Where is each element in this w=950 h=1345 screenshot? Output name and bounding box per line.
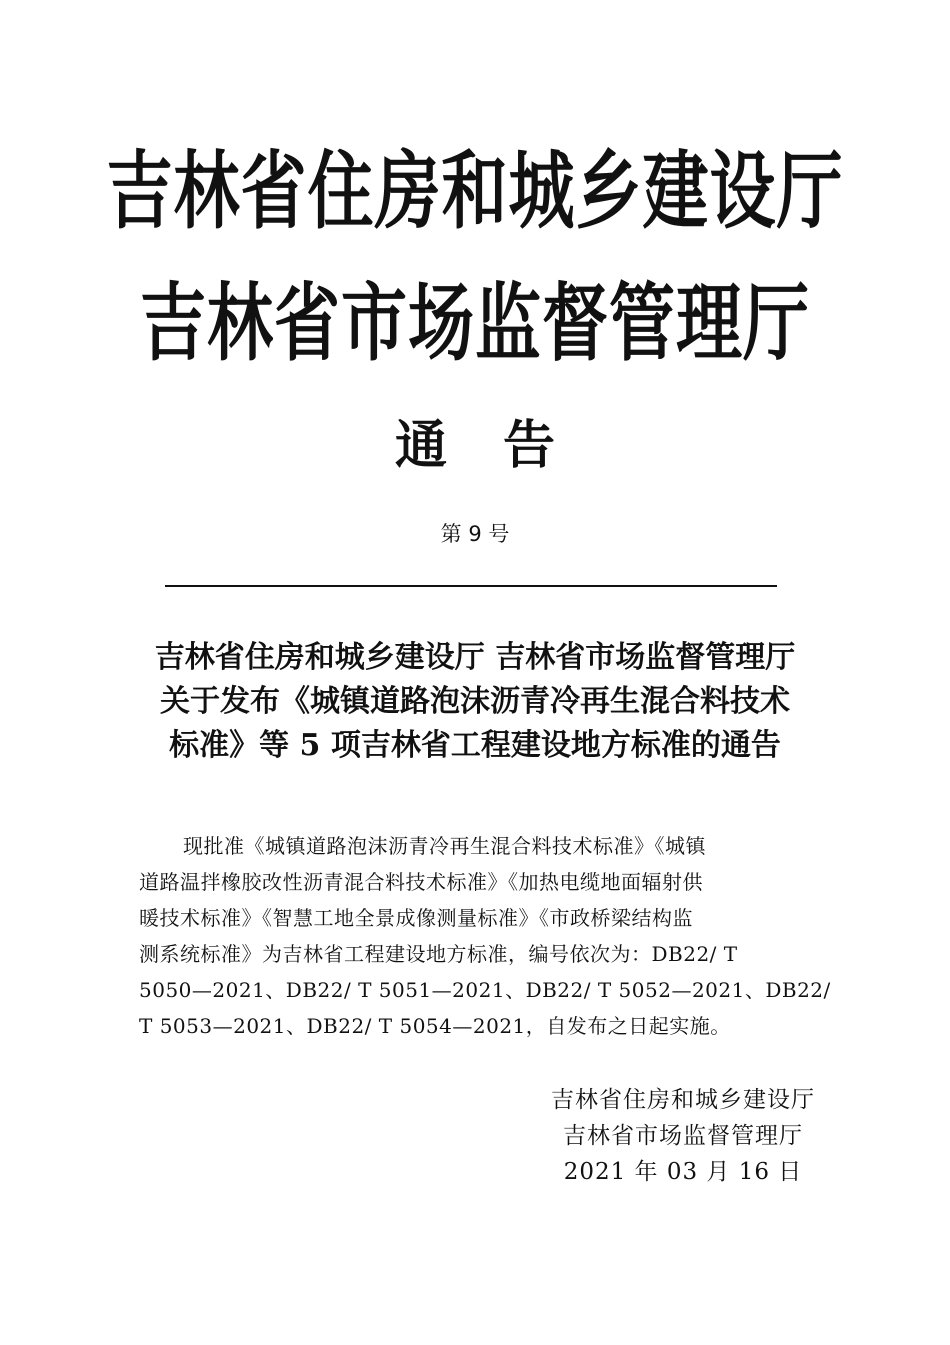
- body-line: 测系统标准》为吉林省工程建设地方标准，编号依次为：DB22/ T: [139, 942, 738, 966]
- signature-issuer-market: 吉林省市场监督管理厅: [563, 1123, 803, 1149]
- signature-block: [551, 1082, 815, 1190]
- signature-issuer-housing: 吉林省住房和城乡建设厅: [551, 1087, 815, 1113]
- issuer-title-housing: 吉林省住房和城乡建设厅: [106, 142, 844, 241]
- body-line: 现批准《城镇道路泡沫沥青冷再生混合料技术标准》《城镇: [183, 834, 706, 858]
- body-line: 5050—2021、DB22/ T 5051—2021、DB22/ T 5052—2021、DB22/: [139, 978, 831, 1002]
- subject-line: 关于发布《城镇道路泡沫沥青冷再生混合料技术: [160, 684, 790, 719]
- document-number: 第 9 号: [440, 522, 510, 546]
- body-line: 道路温拌橡胶改性沥青混合料技术标准》《加热电缆地面辐射供: [139, 870, 703, 894]
- header-divider: [165, 585, 777, 587]
- issuer-title-market: 吉林省市场监督管理厅: [140, 274, 810, 373]
- body-line: 暖技术标准》《智慧工地全景成像测量标准》《市政桥梁结构监: [139, 906, 693, 930]
- notice-subject: [0, 636, 950, 768]
- notice-body: [139, 828, 829, 1044]
- signature-date: 2021 年 03 月 16 日: [563, 1159, 803, 1185]
- body-line: T 5053—2021、DB22/ T 5054—2021，自发布之日起实施。: [139, 1014, 731, 1038]
- subject-line: 标准》等 5 项吉林省工程建设地方标准的通告: [169, 728, 781, 763]
- notice-title: 通告: [394, 415, 611, 476]
- subject-line: 吉林省住房和城乡建设厅 吉林省市场监督管理厅: [154, 640, 796, 675]
